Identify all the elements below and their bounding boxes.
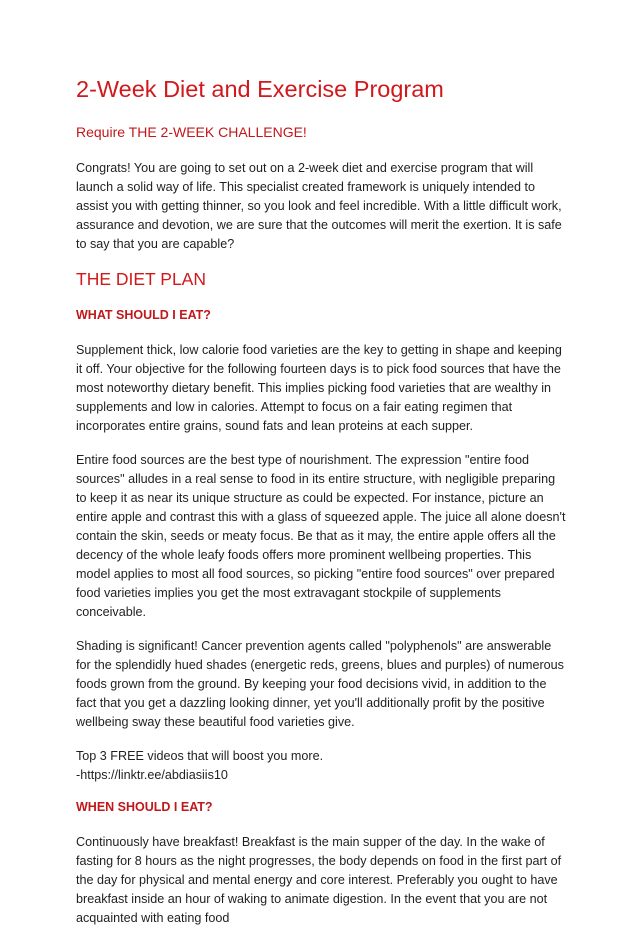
document-title: 2-Week Diet and Exercise Program xyxy=(76,76,444,102)
promo-text: Top 3 FREE videos that will boost you more. xyxy=(76,749,324,763)
promo-link[interactable]: -https://linktr.ee/abdiasiis10 xyxy=(76,768,228,782)
breakfast-paragraph: Continuously have breakfast! Breakfast is the main supper of the day. In the wake of fasting for 8 hours as the night progresses, the body depends on food in the first part of the day for physical and mental energy and core interest. Preferably you ought to have breakfast inside an hour of waking to animate digestion. In the event that you are not acquainted with eating food xyxy=(76,835,562,925)
whole-foods-paragraph: Entire food sources are the best type of nourishment. The expression "entire food sources" alludes in a real sense to food in its entire structure, with negligible preparing to keep it as near its unique structure as could be expected. For instance, picture an entire apple and contrast this with a glass of squeezed apple. The juice all alone doesn't contain the skin, seeds or meaty focus. Be that as it may, the entire apple offers all the decency of the whole leafy foods offers more prominent wellbeing properties. This model applies to most all food sources, so picking "entire food sources" over prepared food varieties implies you get the most extravagant stockpile of supplements conceivable. xyxy=(76,453,566,619)
color-paragraph: Shading is significant! Cancer prevention agents called "polyphenols" are answerable for the splendidly hued shades (energetic reds, greens, blues and purples) of numerous foods grown from the ground. By keeping your food decisions vivid, in addition to the fact that you get a dazzling looking dinner, yet you'll additionally profit by the positive wellbeing sway these beautiful food varieties give. xyxy=(76,639,564,729)
document-subtitle: Require THE 2-WEEK CHALLENGE! xyxy=(76,124,307,140)
nutrient-dense-paragraph: Supplement thick, low calorie food varieties are the key to getting in shape and keeping it off. Your objective for the following fourteen days is to pick food sources that have the most noteworthy dietary benefit. This implies picking food varieties that are wealthy in supplements and low in calories. Attempt to focus on a fair eating regimen that incorporates entire grains, sound fats and lean proteins at each supper. xyxy=(76,343,562,433)
intro-paragraph: Congrats! You are going to set out on a 2-week diet and exercise program that will launch a solid way of life. This specialist created framework is uniquely intended to assist you with getting thinner, so you look and feel incredible. With a little difficult work, assurance and devotion, we are sure that the outcomes will merit the exertion. It is safe to say that you are capable? xyxy=(76,161,562,251)
what-should-i-eat-heading: WHAT SHOULD I EAT? xyxy=(76,308,211,322)
when-should-i-eat-heading: WHEN SHOULD I EAT? xyxy=(76,800,213,814)
diet-plan-heading: THE DIET PLAN xyxy=(76,269,206,289)
promo-block xyxy=(76,747,568,785)
